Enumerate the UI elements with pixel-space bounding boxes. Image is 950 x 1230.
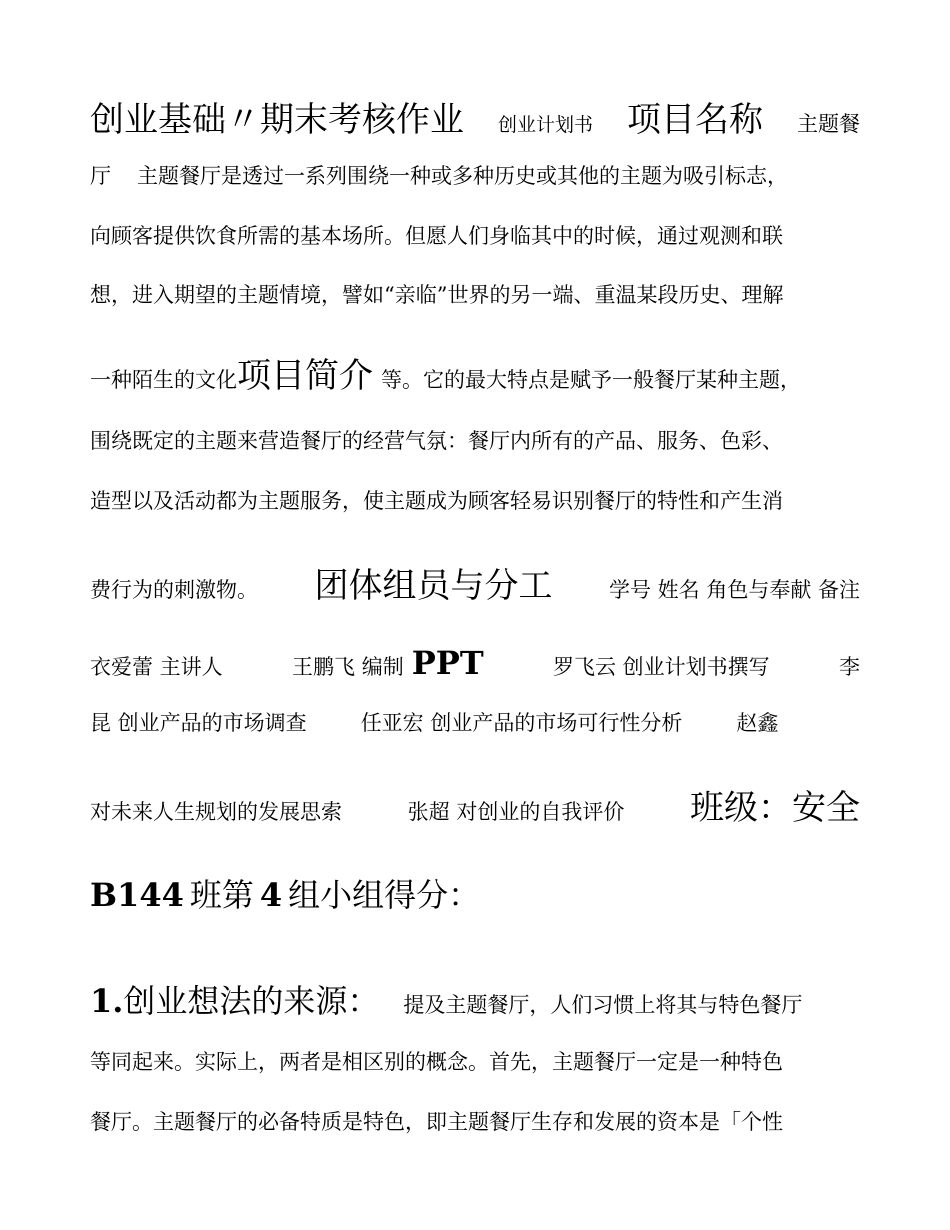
group-score-label: 组小组得分： — [288, 876, 481, 914]
heading-project-name: 项目名称 — [626, 100, 763, 140]
member-2: 王鹏飞 编制 PPT — [292, 644, 484, 682]
heading-team-members: 团体组员与分工 — [314, 566, 553, 606]
intro-text-3: 向顾客提供饮食所需的基本场所。但愿人们身临其中的时候，通过观测和联 — [90, 224, 783, 248]
member-3: 罗飞云 创业计划书撰写 — [552, 655, 770, 679]
intro-text-5b: 等。它的最大特点是赋予一般餐厅某种主题， — [381, 368, 801, 392]
text-line-7 — [90, 485, 860, 515]
text-line-5 — [90, 348, 860, 397]
team-line-3 — [90, 780, 860, 829]
section-1-line-3 — [90, 1106, 860, 1136]
member-1: 衣爱蕾 主讲人 — [90, 655, 223, 679]
section-1-line-2 — [90, 1046, 860, 1076]
intro-text-6: 围绕既定的主题来营造餐厅的经营气氛：餐厅内所有的产品、服务、色彩、 — [90, 429, 783, 453]
member-6-start: 赵鑫 — [736, 711, 779, 735]
team-line-1 — [90, 644, 860, 682]
intro-text-7: 造型以及活动都为主题服务，使主题成为顾客轻易识别餐厅的特性和产生消 — [90, 489, 783, 513]
member-6-end: 对未来人生规划的发展思索 — [90, 800, 342, 824]
member-4-start: 李 — [838, 655, 860, 679]
text-line-8 — [90, 558, 860, 607]
section-1-heading: 创业想法的来源： — [123, 982, 380, 1020]
member-4-end: 昆 创业产品的市场调查 — [90, 711, 307, 735]
text-line-2 — [90, 160, 860, 190]
member-7: 张超 对创业的自我评价 — [407, 800, 625, 824]
text-line-6 — [90, 425, 860, 455]
class-line — [90, 870, 860, 916]
document-title: 创业基础〃期末考核作业 — [90, 100, 464, 140]
project-name-start: 主题餐 — [796, 112, 860, 136]
team-table-headers: 学号 姓名 角色与奉献 备注 — [608, 578, 860, 602]
team-line-2 — [90, 707, 860, 737]
heading-project-intro: 项目简介 — [237, 356, 373, 396]
intro-text-8: 费行为的刺激物。 — [90, 578, 258, 602]
section-1-text-2: 等同起来。实际上，两者是相区别的概念。首先，主题餐厅一定是一种特色 — [90, 1050, 783, 1074]
text-line-4 — [90, 279, 860, 309]
subtitle-plan: 创业计划书 — [497, 114, 593, 136]
section-1-text-3: 餐厅。主题餐厅的必备特质是特色，即主题餐厅生存和发展的资本是「个性 — [90, 1110, 783, 1134]
section-1-text-1: 提及主题餐厅，人们习惯上将其与特色餐厅 — [403, 993, 803, 1017]
group-number: 4 — [259, 876, 283, 914]
intro-text-5a: 一种陌生的文化 — [90, 368, 237, 392]
class-code: B144 — [90, 876, 184, 914]
intro-text-4: 想，进入期望的主题情境，譬如“亲临”世界的另一端、重温某段历史、理解 — [90, 283, 784, 307]
class-suffix: 班第 — [189, 876, 254, 914]
section-1-line — [90, 976, 860, 1022]
ppt-label: PPT — [411, 644, 484, 682]
class-label: 班级：安全 — [690, 788, 860, 828]
title-line — [90, 92, 860, 141]
intro-text-2: 主题餐厅是透过一系列围绕一种或多种历史或其他的主题为吸引标志， — [137, 164, 788, 188]
member-5: 任亚宏 创业产品的市场可行性分析 — [360, 711, 683, 735]
text-line-3 — [90, 220, 860, 250]
section-1-number: 1. — [90, 982, 124, 1020]
project-name-end: 厅 — [90, 164, 111, 188]
